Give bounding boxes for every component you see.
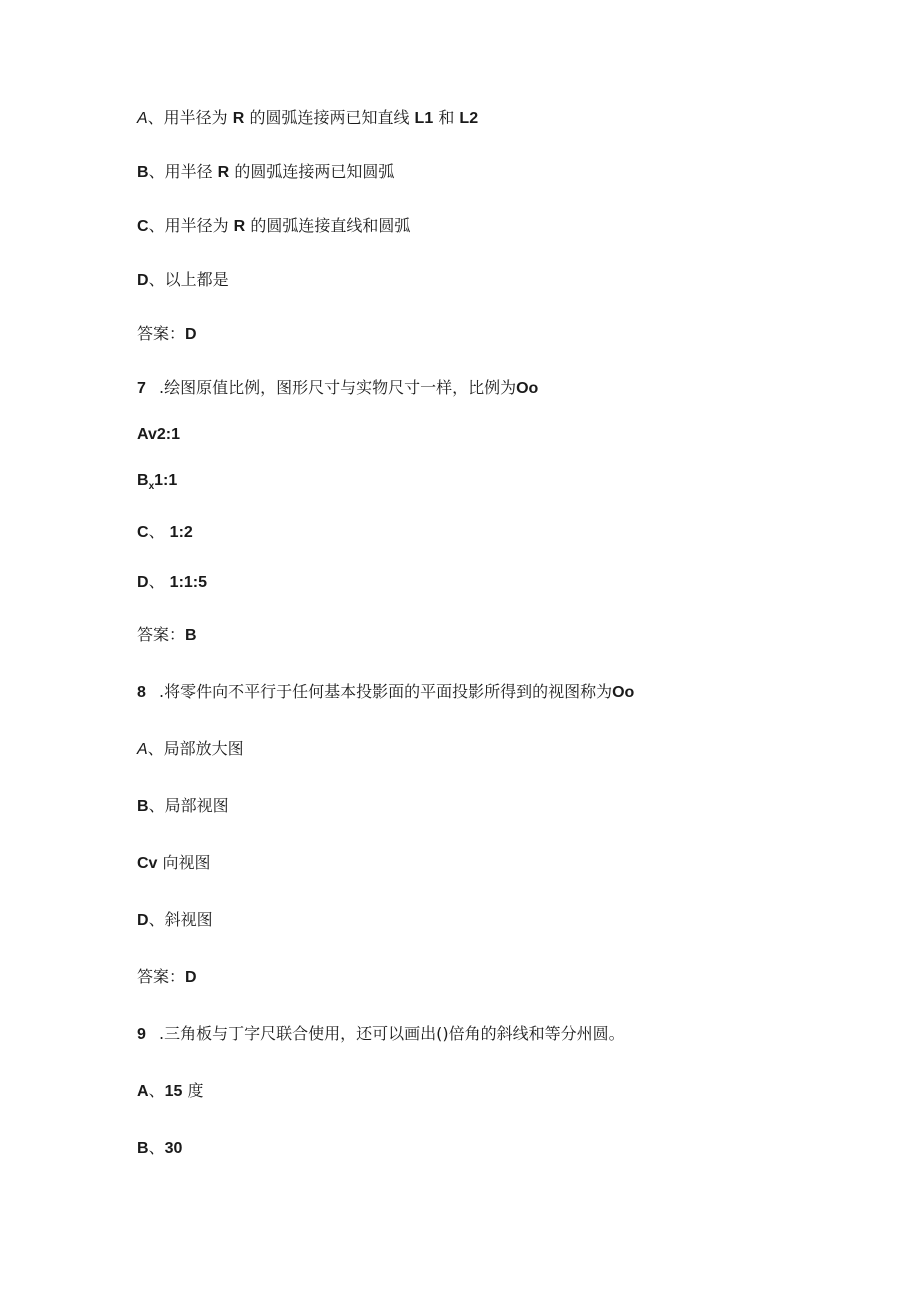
option-letter: A: [137, 1083, 149, 1100]
question-number: 8: [137, 684, 146, 701]
symbol-r: R: [232, 110, 245, 127]
symbol-r: R: [233, 218, 246, 235]
option-text: 、局部视图: [148, 796, 229, 815]
question-number: 7: [137, 380, 146, 397]
option-text: 、以上都是: [148, 270, 229, 289]
option-text: 的圆弧连接两已知直线: [249, 108, 410, 127]
answer-8: [137, 967, 197, 988]
option-sep: 、: [148, 1138, 165, 1157]
question-8: [137, 682, 634, 703]
option-letter: B: [137, 1140, 149, 1157]
question-number: 9: [137, 1026, 146, 1043]
answer-value: D: [185, 969, 197, 986]
answer-label: 答案：: [137, 625, 186, 644]
symbol-r: R: [217, 164, 230, 181]
option-text: 的圆弧连接直线和圆弧: [250, 216, 411, 235]
answer-7: [137, 625, 197, 646]
option-text: Av2:1: [137, 426, 180, 443]
option-value: 15: [164, 1083, 183, 1100]
option-9b: [137, 1138, 182, 1159]
answer-label: 答案：: [137, 967, 186, 986]
option-text: 、用半径为: [148, 216, 229, 235]
symbol-l2: L2: [459, 110, 479, 127]
option-letter: Cv: [137, 855, 158, 872]
option-text: 和: [438, 108, 455, 127]
option-unit: 度: [187, 1081, 204, 1100]
option-subscript: x: [148, 481, 155, 492]
option-6c: [137, 216, 410, 237]
option-letter: A: [137, 741, 148, 758]
option-letter: C: [137, 218, 149, 235]
option-7a: [137, 424, 180, 445]
symbol-l1: L1: [414, 110, 434, 127]
option-7c: [137, 522, 193, 543]
option-sep: 、: [148, 1081, 165, 1100]
question-stem: .绘图原值比例，图形尺寸与实物尺寸一样，比例为: [159, 378, 517, 397]
option-letter: D: [137, 574, 149, 591]
option-text: 、局部放大图: [147, 739, 244, 758]
option-8c: [137, 853, 211, 874]
option-text: 向视图: [162, 853, 211, 872]
answer-value: D: [185, 326, 197, 343]
option-8a: [137, 739, 244, 760]
answer-label: 答案：: [137, 324, 186, 343]
question-stem: .三角板与丁字尺联合使用，还可以画出()倍角的斜线和等分州圆。: [159, 1024, 625, 1043]
option-letter: B: [137, 164, 149, 181]
question-tail: Oo: [612, 684, 635, 701]
option-sep: 、: [148, 522, 165, 541]
option-6d: [137, 270, 229, 291]
option-value: 30: [164, 1140, 183, 1157]
option-letter: B: [137, 798, 149, 815]
option-9a: [137, 1081, 203, 1102]
option-8b: [137, 796, 229, 817]
option-6a: [137, 108, 478, 129]
option-text: 的圆弧连接两已知圆弧: [234, 162, 395, 181]
option-6b: [137, 162, 394, 183]
option-letter: D: [137, 272, 149, 289]
option-7d: [137, 572, 207, 593]
option-7b: [137, 470, 177, 497]
option-text: 、斜视图: [148, 910, 213, 929]
option-sep: 、: [148, 572, 165, 591]
question-stem: .将零件向不平行于任何基本投影面的平面投影所得到的视图称为: [159, 682, 613, 701]
option-letter: A: [137, 110, 148, 127]
option-value: 1:1:5: [169, 574, 208, 591]
option-text: 、用半径: [148, 162, 213, 181]
option-value: 1:1: [154, 472, 178, 489]
question-7: [137, 378, 538, 399]
option-value: 1:2: [169, 524, 193, 541]
question-9: [137, 1024, 625, 1045]
option-8d: [137, 910, 213, 931]
option-letter: C: [137, 524, 149, 541]
answer-6: [137, 324, 197, 345]
option-letter: B: [137, 472, 149, 489]
option-letter: D: [137, 912, 149, 929]
answer-value: B: [185, 627, 197, 644]
question-tail: Oo: [516, 380, 539, 397]
option-text: 、用半径为: [147, 108, 228, 127]
